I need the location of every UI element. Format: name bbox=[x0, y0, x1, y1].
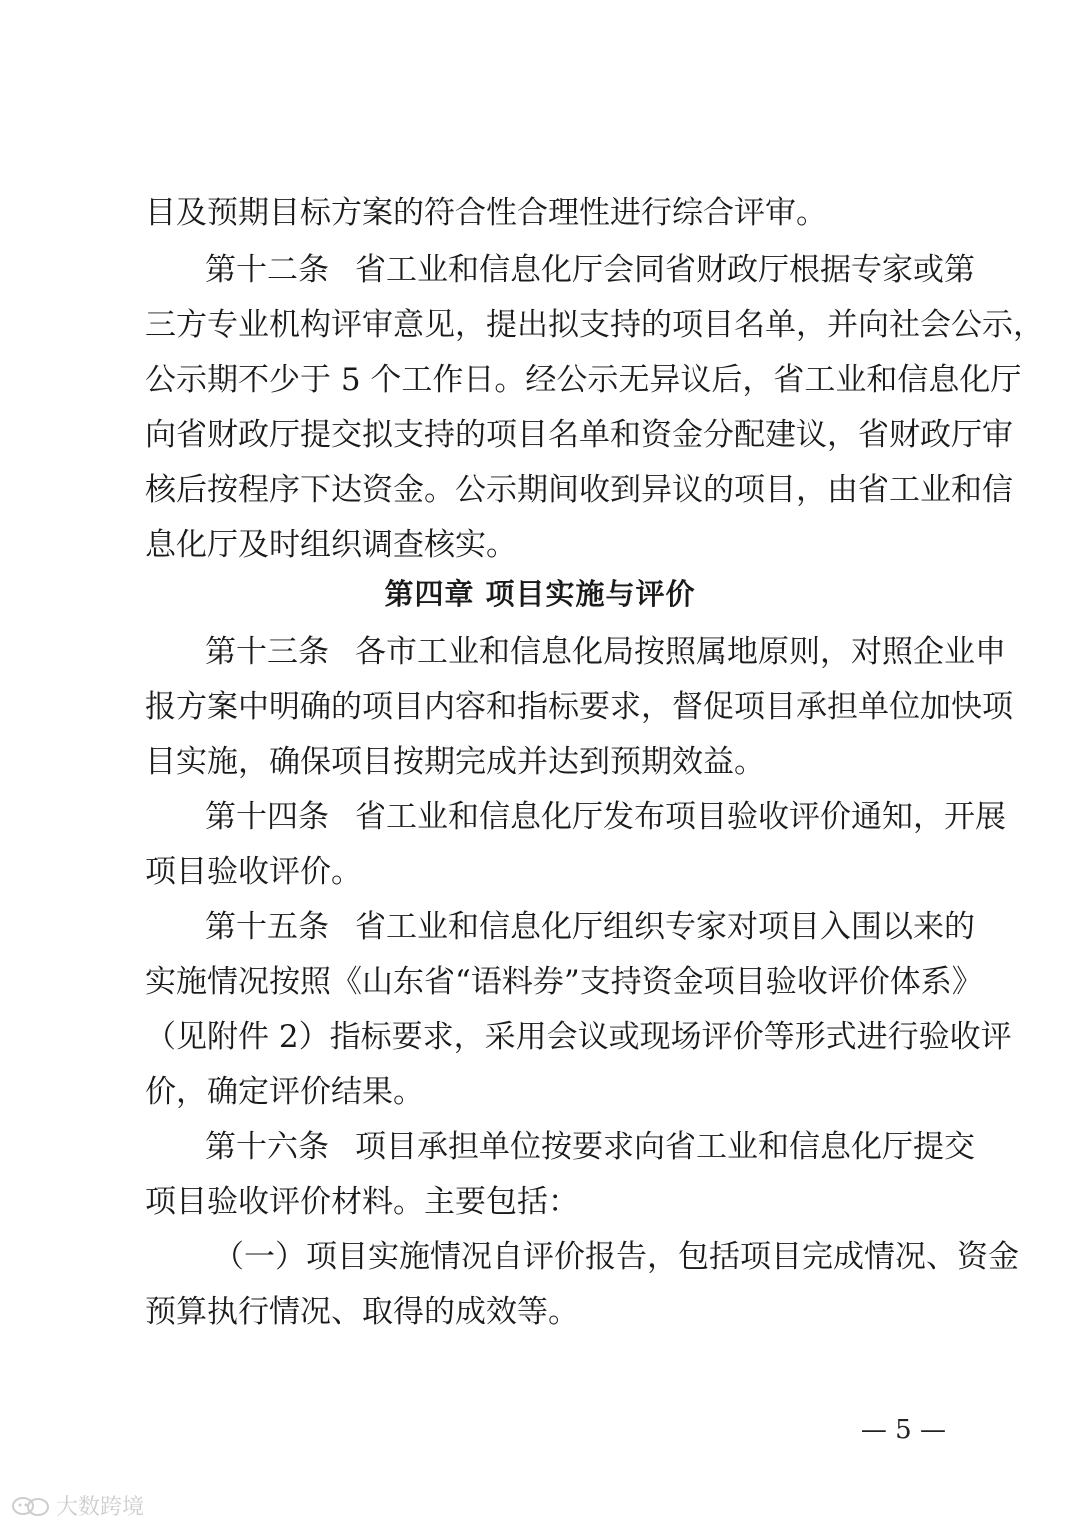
text-line: 预算执行情况、取得的成效等。 bbox=[145, 1294, 579, 1330]
text-line: 项目验收评价。 bbox=[145, 854, 362, 890]
text-line: 三方专业机构评审意见，提出拟支持的项目名单，并向社会公示， bbox=[145, 307, 1044, 343]
watermark bbox=[10, 1490, 144, 1521]
article-16-line bbox=[205, 1127, 975, 1167]
text-line: 目及预期目标方案的符合性合理性进行综合评审。 bbox=[145, 195, 827, 231]
article-label: 第十四条 bbox=[205, 799, 329, 835]
text-line: 报方案中明确的项目内容和指标要求，督促项目承担单位加快项 bbox=[145, 689, 1013, 725]
article-text: 项目承担单位按要求向省工业和信息化厅提交 bbox=[355, 1129, 975, 1165]
article-label: 第十二条 bbox=[205, 252, 329, 288]
article-text: 省工业和信息化厅组织专家对项目入围以来的 bbox=[355, 909, 975, 945]
text-line: 向省财政厅提交拟支持的项目名单和资金分配建议，省财政厅审 bbox=[145, 417, 1013, 453]
article-label: 第十六条 bbox=[205, 1129, 329, 1165]
article-13-line bbox=[205, 632, 1006, 672]
article-12-line bbox=[205, 250, 975, 290]
article-text: 省工业和信息化厅会同省财政厅根据专家或第 bbox=[355, 252, 975, 288]
article-label: 第十五条 bbox=[205, 909, 329, 945]
text-line: 项目验收评价材料。主要包括： bbox=[145, 1184, 579, 1220]
article-14-line bbox=[205, 797, 1006, 837]
article-text: 省工业和信息化厅发布项目验收评价通知，开展 bbox=[355, 799, 1006, 835]
text-line: 目实施，确保项目按期完成并达到预期效益。 bbox=[145, 744, 765, 780]
text-line: 核后按程序下达资金。公示期间收到异议的项目，由省工业和信 bbox=[145, 472, 1013, 508]
text-line: （一）项目实施情况自评价报告，包括项目完成情况、资金 bbox=[213, 1239, 1019, 1275]
text-line: 息化厅及时组织调查核实。 bbox=[145, 527, 517, 563]
article-label: 第十三条 bbox=[205, 634, 329, 670]
watermark-text: 大数跨境 bbox=[56, 1495, 145, 1520]
text-line: 实施情况按照《山东省“语料券”支持资金项目验收评价体系》 bbox=[145, 964, 983, 1000]
text-line: 公示期不少于 5 个工作日。经公示无异议后，省工业和信息化厅 bbox=[145, 362, 1022, 398]
wechat-logo-icon bbox=[10, 1495, 52, 1517]
text-line: （见附件 2）指标要求，采用会议或现场评价等形式进行验收评 bbox=[145, 1019, 1012, 1055]
text-line: 价，确定评价结果。 bbox=[145, 1074, 424, 1110]
page-number: — 5 — bbox=[860, 1415, 946, 1445]
article-text: 各市工业和信息化局按照属地原则，对照企业申 bbox=[355, 634, 1006, 670]
article-15-line bbox=[205, 907, 975, 947]
chapter-heading: 第四章 项目实施与评价 bbox=[384, 577, 696, 611]
